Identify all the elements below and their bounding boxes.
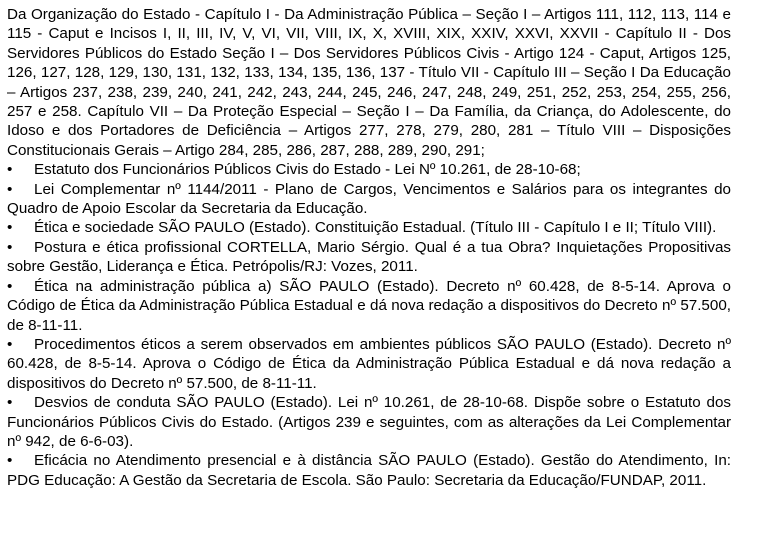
- list-item-text: Procedimentos éticos a serem observados em ambientes públicos SÃO PAULO (Estado). Decreto nº 60.428, de 8-5-14. Aprova o Código de Ética da Administração Pública Estadual e dá nova redação a dispositivos do Decreto nº 57.500, de 8-11-11.: [7, 335, 731, 392]
- bullet-icon: •: [7, 277, 13, 295]
- list-item: [7, 451, 731, 490]
- list-item: [7, 238, 731, 277]
- list-item: [7, 180, 731, 219]
- list-item: [7, 335, 731, 393]
- bullet-icon: •: [7, 335, 13, 353]
- list-item-text: Estatuto dos Funcionários Públicos Civis do Estado - Lei Nº 10.261, de 28-10-68;: [34, 161, 581, 179]
- list-item: [7, 277, 731, 335]
- list-item-text: Ética e sociedade SÃO PAULO (Estado). Constituição Estadual. (Título III - Capítulo I e II; Título VIII).: [34, 219, 717, 237]
- bullet-icon: •: [7, 394, 13, 412]
- list-item: [7, 393, 731, 451]
- bullet-icon: •: [7, 161, 13, 179]
- bullet-icon: •: [7, 219, 13, 237]
- list-item-text: Eficácia no Atendimento presencial e à distância SÃO PAULO (Estado). Gestão do Atendimento, In: PDG Educação: A Gestão da Secretaria de Escola. São Paulo: Secretaria da Educação/FUNDAP, 2011.: [7, 452, 731, 489]
- list-item: [7, 218, 731, 237]
- list-item-text: Lei Complementar nº 1144/2011 - Plano de Cargos, Vencimentos e Salários para os integrantes do Quadro de Apoio Escolar da Secretaria da Educação.: [7, 180, 731, 218]
- bullet-icon: •: [7, 452, 13, 470]
- bullet-icon: •: [7, 180, 13, 198]
- list-item-text: Postura e ética profissional CORTELLA, Mario Sérgio. Qual é a tua Obra? Inquietações Propositivas sobre Gestão, Liderança e Ética. Petrópolis/RJ: Vozes, 2011.: [7, 238, 731, 276]
- list-item-text: Desvios de conduta SÃO PAULO (Estado). Lei nº 10.261, de 28-10-68. Dispõe sobre o Estatuto dos Funcionários Públicos Civis do Estado. (Artigos 239 e seguintes, com as alterações da Lei Complementar nº 942, de 6-6-03).: [7, 394, 731, 450]
- intro-paragraph: Da Organização do Estado - Capítulo I - Da Administração Pública – Seção I – Artigos 111, 112, 113, 114 e 115 - Caput e Incisos I, II, III, IV, V, VI, VII, VIII, IX, X, XVIII, XIX, XXIV, XXVI, XXVII - Capítulo II - Dos Servidores Públicos do Estado Seção I – Dos Servidores Públicos Civis - Artigo 124 - Caput, Artigos 125, 126, 127, 128, 129, 130, 131, 132, 133, 134, 135, 136, 137 - Título VII - Capítulo III – Seção I Da Educação – Artigos 237, 238, 239, 240, 241, 242, 243, 244, 245, 246, 247, 248, 249, 251, 252, 253, 254, 255, 256, 257 e 258. Capítulo VII – Da Proteção Especial – Seção I – Da Família, da Criança, do Adolescente, do Idoso e dos Portadores de Deficiência – Artigos 277, 278, 279, 280, 281 – Título VIII – Disposições Constitucionais Gerais – Artigo 284, 285, 286, 287, 288, 289, 290, 291;: [7, 6, 731, 159]
- document-page: [7, 5, 731, 490]
- list-item: [7, 160, 731, 179]
- bullet-icon: •: [7, 238, 13, 256]
- list-item-text: Ética na administração pública a) SÃO PAULO (Estado). Decreto nº 60.428, de 8-5-14. Aprova o Código de Ética da Administração Pública Estadual e dá nova redação a dispositivos do Decreto nº 57.500, de 8-11-11.: [7, 277, 731, 334]
